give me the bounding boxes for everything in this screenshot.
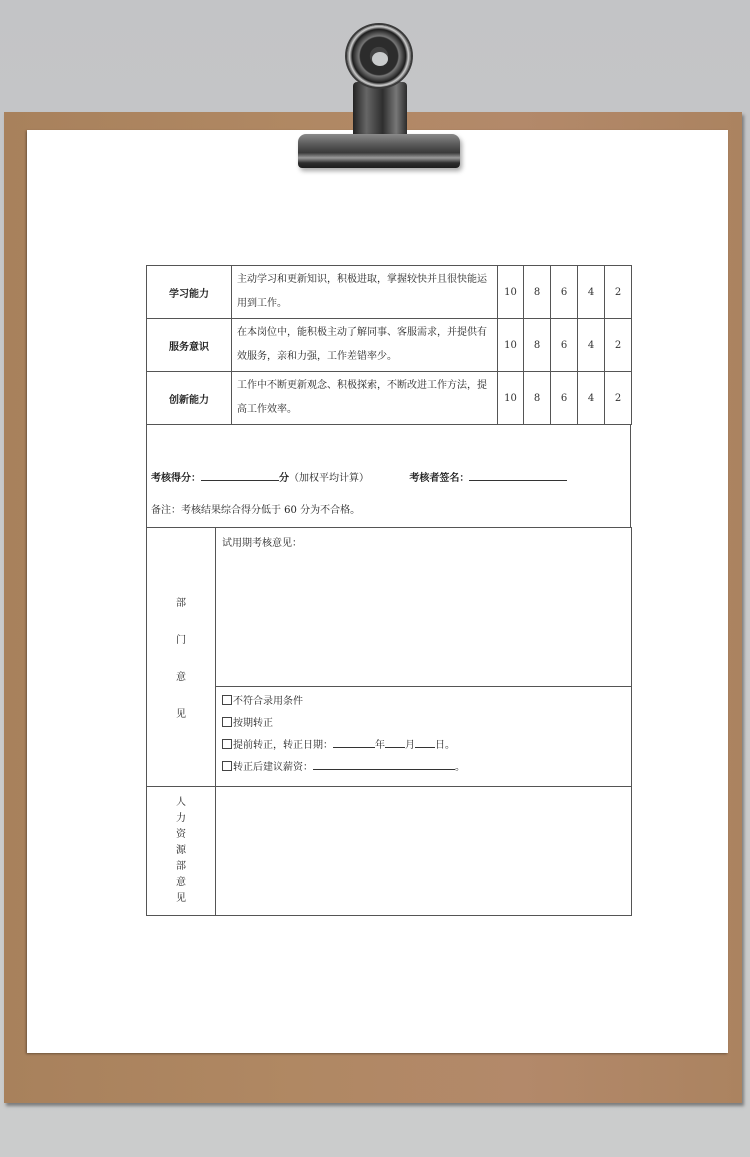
day-label: 日。 bbox=[435, 740, 455, 751]
score-option[interactable]: 8 bbox=[524, 266, 551, 319]
option-regular-on-schedule[interactable] bbox=[222, 713, 625, 735]
score-option[interactable]: 6 bbox=[551, 319, 578, 372]
department-table bbox=[146, 527, 632, 787]
month-label: 月 bbox=[405, 740, 415, 751]
hr-table bbox=[146, 786, 632, 916]
year-field[interactable] bbox=[333, 738, 375, 748]
department-opinion-field[interactable] bbox=[216, 528, 632, 687]
salary-field[interactable] bbox=[313, 760, 455, 770]
score-label: 考核得分： bbox=[151, 473, 201, 484]
label-char: 力 bbox=[176, 813, 186, 824]
signer-field[interactable] bbox=[469, 471, 567, 481]
department-label bbox=[147, 528, 216, 787]
label-char: 资 bbox=[176, 829, 186, 840]
checkbox[interactable] bbox=[222, 695, 232, 705]
clip-hole bbox=[372, 52, 388, 66]
score-option[interactable]: 4 bbox=[578, 319, 605, 372]
score-option[interactable]: 8 bbox=[524, 319, 551, 372]
score-option[interactable]: 6 bbox=[551, 266, 578, 319]
label-char: 部 bbox=[176, 861, 186, 872]
clip-neck bbox=[353, 82, 407, 140]
option-label: 提前转正，转正日期： bbox=[233, 740, 333, 751]
score-note: （加权平均计算） bbox=[289, 473, 369, 484]
criteria-name: 学习能力 bbox=[147, 266, 232, 319]
option-label: 转正后建议薪资： bbox=[233, 762, 313, 773]
year-label: 年 bbox=[375, 740, 385, 751]
opinion-label: 试用期考核意见： bbox=[222, 538, 302, 549]
option-suggested-salary[interactable] bbox=[222, 757, 625, 779]
option-label: 按期转正 bbox=[233, 718, 273, 729]
criteria-table bbox=[146, 265, 632, 425]
summary-section bbox=[147, 425, 631, 528]
criteria-row bbox=[147, 266, 632, 319]
label-char: 门 bbox=[176, 635, 186, 646]
score-field[interactable] bbox=[201, 471, 279, 481]
score-option[interactable]: 8 bbox=[524, 372, 551, 425]
score-option[interactable]: 2 bbox=[605, 372, 632, 425]
score-option[interactable]: 2 bbox=[605, 319, 632, 372]
hr-label bbox=[147, 787, 216, 916]
score-option[interactable]: 10 bbox=[498, 319, 524, 372]
score-unit: 分 bbox=[279, 473, 289, 484]
score-option[interactable]: 2 bbox=[605, 266, 632, 319]
option-early-regular[interactable] bbox=[222, 735, 625, 757]
score-line bbox=[151, 469, 567, 484]
label-char: 意 bbox=[176, 672, 186, 683]
summary-table bbox=[146, 424, 631, 528]
score-option[interactable]: 10 bbox=[498, 372, 524, 425]
criteria-description: 在本岗位中，能积极主动了解同事、客服需求，并提供有效服务，亲和力强，工作差错率少。 bbox=[232, 319, 498, 372]
label-char: 见 bbox=[176, 709, 186, 720]
label-char: 意 bbox=[176, 877, 186, 888]
signer-label: 考核者签名： bbox=[409, 473, 470, 484]
criteria-name: 创新能力 bbox=[147, 372, 232, 425]
salary-end: 。 bbox=[455, 762, 465, 773]
day-field[interactable] bbox=[415, 738, 435, 748]
clip-bar bbox=[298, 134, 460, 168]
month-field[interactable] bbox=[385, 738, 405, 748]
checkbox[interactable] bbox=[222, 717, 232, 727]
label-char: 源 bbox=[176, 845, 186, 856]
criteria-row bbox=[147, 319, 632, 372]
score-option[interactable]: 6 bbox=[551, 372, 578, 425]
criteria-row bbox=[147, 372, 632, 425]
option-label: 不符合录用条件 bbox=[233, 696, 303, 707]
option-not-qualified[interactable] bbox=[222, 691, 625, 713]
criteria-description: 主动学习和更新知识，积极进取，掌握较快并且很快能运用到工作。 bbox=[232, 266, 498, 319]
score-option[interactable]: 4 bbox=[578, 266, 605, 319]
score-option[interactable]: 10 bbox=[498, 266, 524, 319]
remark: 备注：考核结果综合得分低于 60 分为不合格。 bbox=[151, 505, 361, 516]
criteria-description: 工作中不断更新观念、积极探索，不断改进工作方法，提高工作效率。 bbox=[232, 372, 498, 425]
hr-opinion-field[interactable] bbox=[216, 787, 632, 916]
criteria-name: 服务意识 bbox=[147, 319, 232, 372]
decision-options bbox=[216, 687, 632, 787]
score-option[interactable]: 4 bbox=[578, 372, 605, 425]
label-char: 人 bbox=[176, 797, 186, 808]
label-char: 见 bbox=[176, 893, 186, 904]
checkbox[interactable] bbox=[222, 761, 232, 771]
evaluation-form bbox=[146, 265, 631, 916]
label-char: 部 bbox=[176, 598, 186, 609]
checkbox[interactable] bbox=[222, 739, 232, 749]
